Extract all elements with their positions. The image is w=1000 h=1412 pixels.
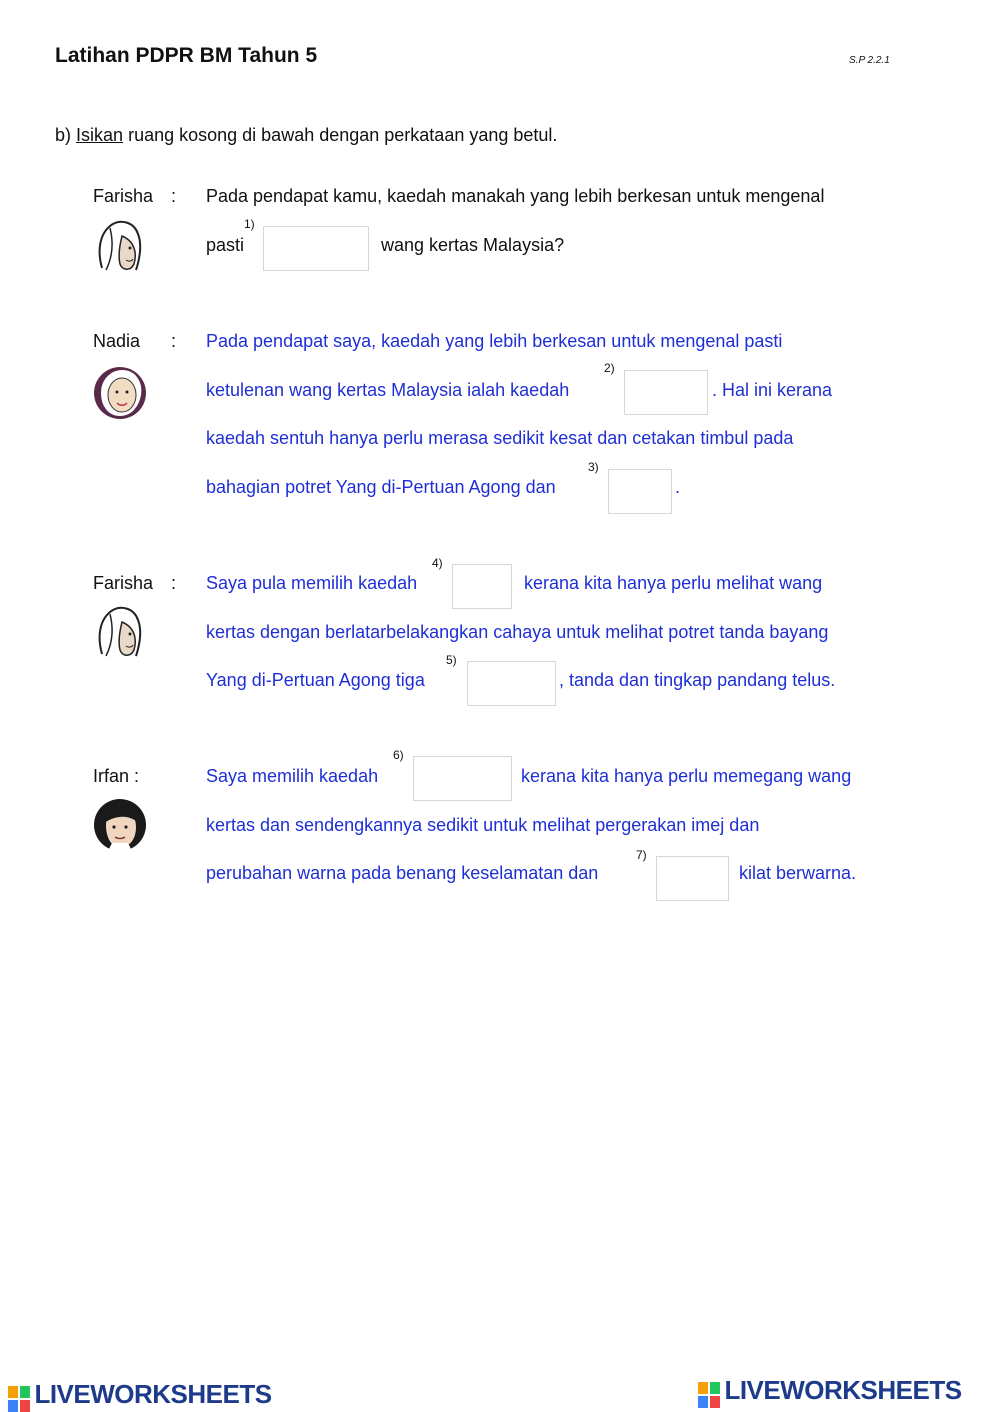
- liveworksheets-logo-left: [8, 1379, 293, 1411]
- speaker-colon: :: [171, 331, 177, 351]
- dialogue-3-line-2: kertas dengan berlatarbelakangkan cahaya untuk melihat potret tanda bayang: [206, 622, 829, 642]
- dialogue-2-line-2-before: ketulenan wang kertas Malaysia ialah kaedah: [206, 380, 570, 400]
- worksheet-title: Latihan PDPR BM Tahun 5: [55, 44, 318, 67]
- farisha-avatar-icon: [92, 214, 148, 274]
- standard-code: S.P 2.2.1: [849, 55, 890, 66]
- blank-number-5: 5): [446, 653, 457, 667]
- dialogue-4-line-2: kertas dan sendengkannya sedikit untuk melihat pergerakan imej dan: [206, 815, 760, 835]
- blank-number-3: 3): [588, 460, 599, 474]
- speaker-nadia: Nadia: [93, 331, 141, 351]
- dialogue-2-line-4-after: .: [675, 477, 681, 497]
- answer-box-4[interactable]: [452, 564, 512, 609]
- dialogue-3-line-1-before: Saya pula memilih kaedah: [206, 573, 418, 593]
- instruction-keyword: Isikan: [76, 125, 124, 145]
- dialogue-2-line-2-after: . Hal ini kerana: [712, 380, 833, 400]
- liveworksheets-wordmark: LIVEWORKSHEETS: [34, 1379, 272, 1409]
- answer-box-3[interactable]: [608, 469, 672, 514]
- dialogue-3-line-1-after: kerana kita hanya perlu melihat wang: [524, 573, 823, 593]
- dialogue-4-line-1-before: Saya memilih kaedah: [206, 766, 379, 786]
- liveworksheets-badge-icon: [698, 1382, 720, 1408]
- dialogue-1-line-1: Pada pendapat kamu, kaedah manakah yang lebih berkesan untuk mengenal: [206, 186, 825, 206]
- dialogue-2-line-3: kaedah sentuh hanya perlu merasa sedikit kesat dan cetakan timbul pada: [206, 428, 794, 448]
- dialogue-4-line-3-before: perubahan warna pada benang keselamatan dan: [206, 863, 599, 883]
- dialogue-3-line-3-before: Yang di-Pertuan Agong tiga: [206, 670, 425, 690]
- answer-box-5[interactable]: [467, 661, 556, 706]
- liveworksheets-wordmark: LIVEWORKSHEETS: [724, 1375, 962, 1405]
- answer-box-1[interactable]: [263, 226, 369, 271]
- instruction-text: ruang kosong di bawah dengan perkataan yang betul.: [128, 125, 558, 145]
- dialogue-1-line-2-after: wang kertas Malaysia?: [381, 235, 565, 255]
- answer-box-7[interactable]: [656, 856, 729, 901]
- speaker-colon: :: [171, 186, 177, 206]
- farisha-avatar-icon: [92, 600, 148, 660]
- blank-number-1: 1): [244, 217, 255, 231]
- blank-number-2: 2): [604, 361, 615, 375]
- dialogue-3-line-3-after: , tanda dan tingkap pandang telus.: [559, 670, 836, 690]
- speaker-colon: :: [171, 573, 177, 593]
- nadia-avatar-icon: [92, 363, 148, 423]
- instruction: [55, 125, 557, 146]
- speaker-irfan: Irfan :: [93, 766, 140, 786]
- blank-number-4: 4): [432, 556, 443, 570]
- dialogue-4-line-1-after: kerana kita hanya perlu memegang wang: [521, 766, 852, 786]
- speaker-farisha-1: Farisha: [93, 186, 154, 206]
- blank-number-7: 7): [636, 848, 647, 862]
- speaker-farisha-2: Farisha: [93, 573, 154, 593]
- blank-number-6: 6): [393, 748, 404, 762]
- dialogue-4-line-3-after: kilat berwarna.: [739, 863, 857, 883]
- dialogue-2-line-4-before: bahagian potret Yang di-Pertuan Agong dan: [206, 477, 556, 497]
- liveworksheets-logo-right: [698, 1375, 998, 1409]
- answer-box-2[interactable]: [624, 370, 708, 415]
- irfan-avatar-icon: [92, 795, 148, 855]
- instruction-prefix: b): [55, 125, 72, 145]
- dialogue-2-line-1: Pada pendapat saya, kaedah yang lebih berkesan untuk mengenal pasti: [206, 331, 783, 351]
- dialogue-1-line-2-before: pasti: [206, 235, 245, 255]
- answer-box-6[interactable]: [413, 756, 512, 801]
- liveworksheets-badge-icon: [8, 1386, 30, 1412]
